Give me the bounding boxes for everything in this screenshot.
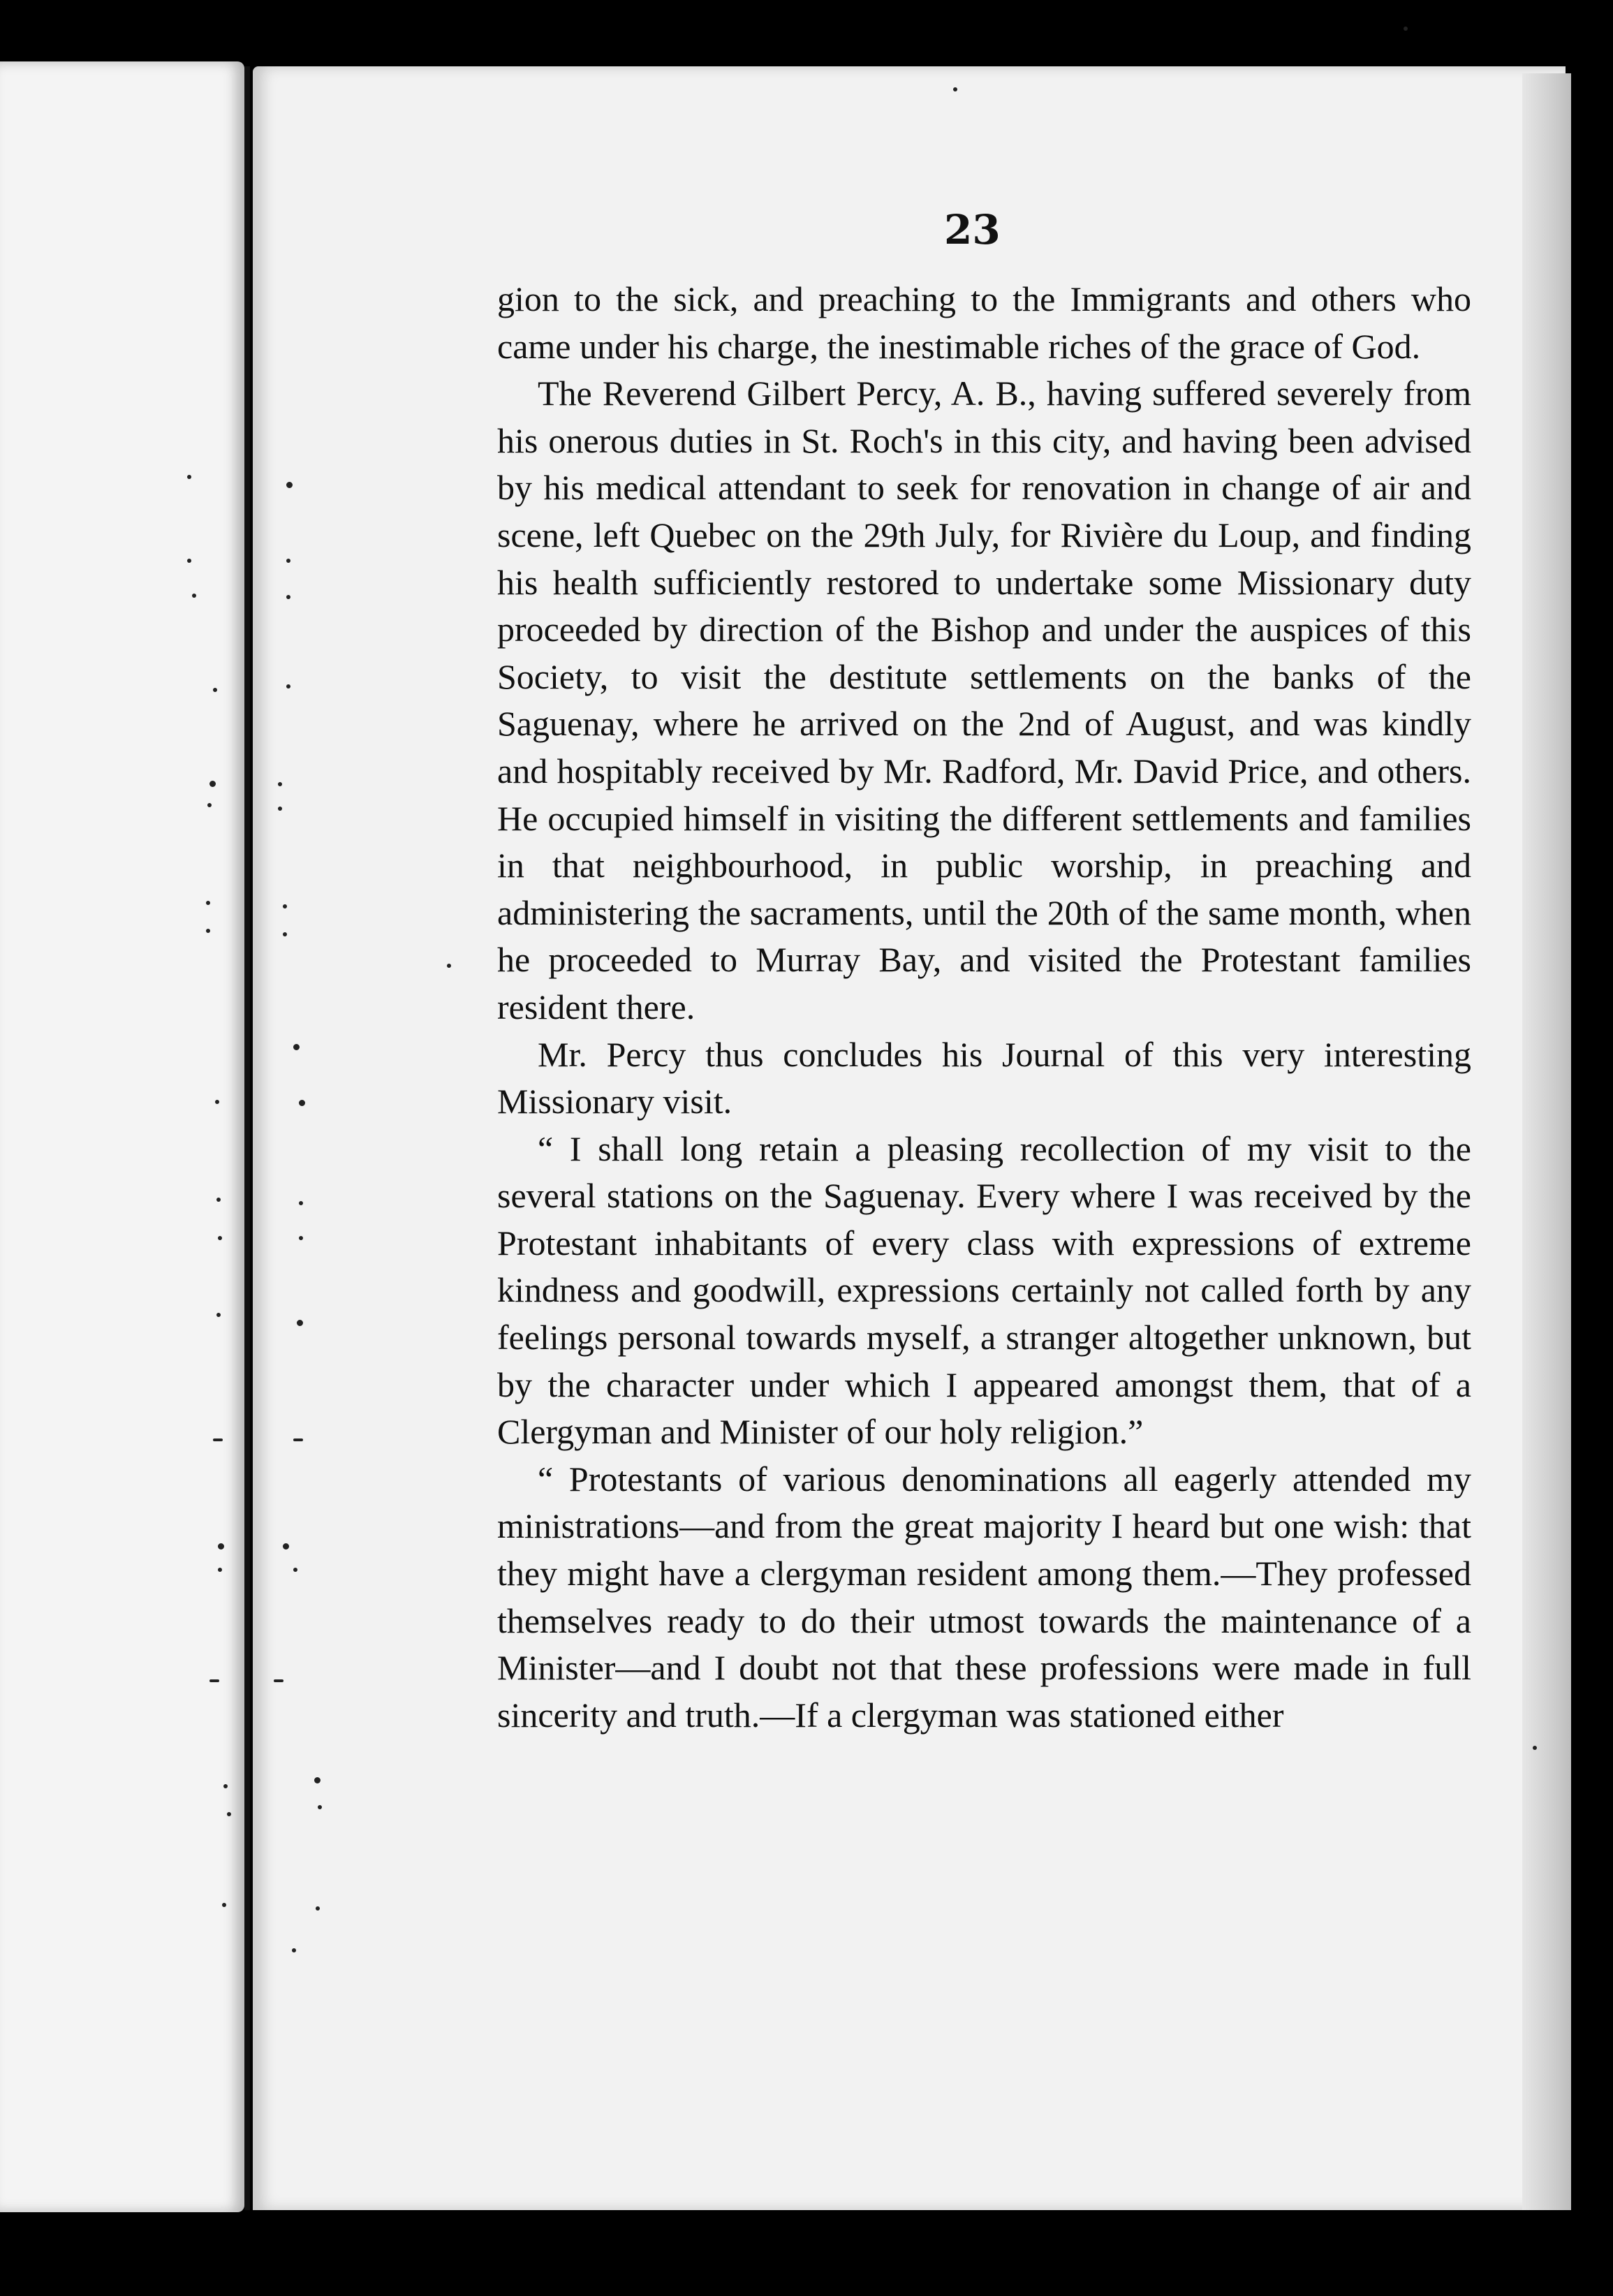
book-gutter — [244, 66, 250, 2210]
quoted-paragraph: “ Protestants of various denominations all eagerly attended my ministrations—and from the great majority I heard but one wish: that they might have a clergyman resident among them.—They professed themselves ready to do their utmost towards the maintenance of a Minister—and I doubt not that these professions were made in full sincerity and truth.—If a clergyman was stationed either — [497, 1459, 1471, 1735]
quoted-paragraph: “ I shall long retain a pleasing recollection of my visit to the several stations on the Saguenay. Every where I was received by the Protestant inhabitants of every class with expressions of extreme kindness and goodwill, expressions certainly not called forth by any feelings personal towards myself, a stranger altogether unknown, but by the character under which I appeared amongst them, that of a Clergyman and Minister of our holy religion.” — [497, 1128, 1471, 1452]
paragraph: Mr. Percy thus concludes his Journal of this very interesting Missionary visit. — [497, 1034, 1471, 1121]
page-body-text — [497, 276, 1471, 1739]
paragraph: The Reverend Gilbert Percy, A. B., having suffered severely from his onerous duties in St. Roch's in this city, and having been advised by his medical attendant to seek for renovation in change of air and scene, left Quebec on the 29th July, for Rivière du Loup, and finding his health sufficiently restored to undertake some Missionary duty proceeded by direction of the Bishop and under the auspices of this Society, to visit the destitute settlements on the banks of the Saguenay, where he arrived on the 2nd of August, and was kindly and hospitably received by Mr. Radford, Mr. David Price, and others. He occupied himself in visiting the different settlements and families in that neighbourhood, in public worship, in preaching and administering the sacraments, until the 20th of the same month, when he proceeded to Murray Bay, and visited the Protestant families resident there. — [497, 374, 1471, 1026]
page-edge — [1522, 73, 1571, 2210]
page-number: 23 — [944, 206, 1001, 253]
paragraph: gion to the sick, and preaching to the Immigrants and others who came under his charge, the inestimable riches of the grace of God. — [497, 279, 1471, 366]
left-page — [0, 61, 244, 2212]
